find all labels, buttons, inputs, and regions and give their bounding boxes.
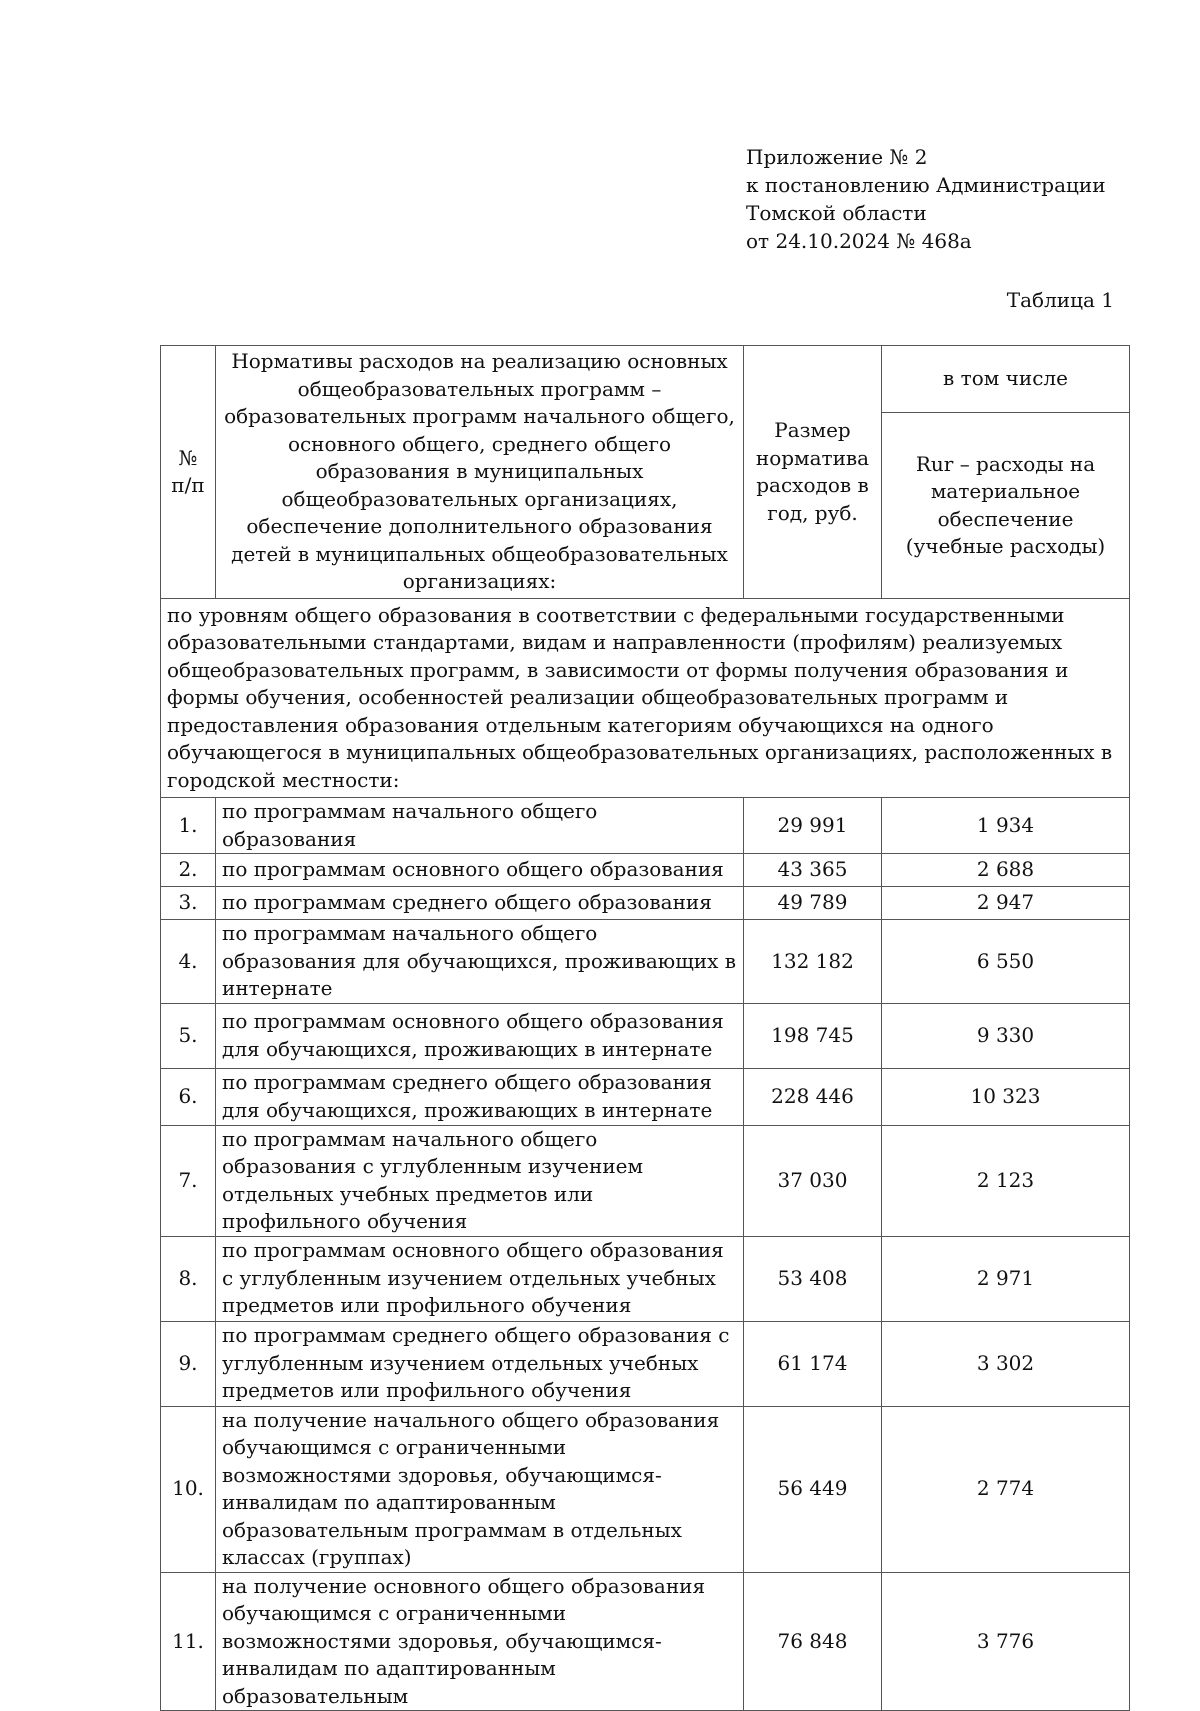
row-num: 7. — [161, 1125, 216, 1236]
row-size: 132 182 — [744, 920, 882, 1004]
row-size: 228 446 — [744, 1068, 882, 1125]
table-row — [161, 1003, 1130, 1068]
header-rur: Rur – расходы на материальное обеспечение (учебные расходы) — [882, 413, 1130, 599]
header-size: Размер норматива расходов в год, руб. — [744, 346, 882, 599]
norms-table — [160, 345, 1130, 1711]
row-desc: по программам основного общего образования с углубленным изучением отдельных учебных предметов или профильного обучения — [216, 1236, 744, 1321]
header-including: в том числе — [882, 346, 1130, 413]
table-row — [161, 920, 1130, 1004]
row-desc: по программам начального общего образования для обучающихся, проживающих в интернате — [216, 920, 744, 1004]
row-desc: по программам начального общего образования — [216, 798, 744, 854]
header-num: № п/п — [161, 346, 216, 599]
header-title: Нормативы расходов на реализацию основных общеобразовательных программ – образовательных программ начального общего, основного общего, среднего общего образования в муниципальных общеобразовательных организациях, обеспечение дополнительного образования детей в муниципальных общеобразовательных организациях: — [216, 346, 744, 599]
table-row — [161, 1068, 1130, 1125]
row-desc: по программам среднего общего образования — [216, 887, 744, 920]
appendix-line-3: Томской области — [746, 201, 927, 225]
row-num: 3. — [161, 887, 216, 920]
row-num: 10. — [161, 1406, 216, 1572]
row-num: 6. — [161, 1068, 216, 1125]
row-size: 43 365 — [744, 854, 882, 887]
row-rur: 3 302 — [882, 1321, 1130, 1406]
header-row-top — [161, 346, 1130, 413]
row-num: 9. — [161, 1321, 216, 1406]
table-caption: Таблица 1 — [1006, 288, 1114, 312]
row-rur: 6 550 — [882, 920, 1130, 1004]
row-size: 76 848 — [744, 1572, 882, 1711]
row-num: 4. — [161, 920, 216, 1004]
row-desc: по программам основного общего образования для обучающихся, проживающих в интернате — [216, 1003, 744, 1068]
row-desc: по программам основного общего образования — [216, 854, 744, 887]
row-desc: по программам среднего общего образования с углубленным изучением отдельных учебных предметов или профильного обучения — [216, 1321, 744, 1406]
row-rur: 3 776 — [882, 1572, 1130, 1711]
table-row — [161, 887, 1130, 920]
row-rur: 2 123 — [882, 1125, 1130, 1236]
row-size: 53 408 — [744, 1236, 882, 1321]
appendix-line-4: от 24.10.2024 № 468а — [746, 229, 972, 253]
row-desc: на получение начального общего образования обучающимся с ограниченными возможностями здоровья, обучающимся-инвалидам по адаптированным образовательным программам в отдельных классах (группах) — [216, 1406, 744, 1572]
row-rur: 2 947 — [882, 887, 1130, 920]
row-size: 29 991 — [744, 798, 882, 854]
row-rur: 1 934 — [882, 798, 1130, 854]
appendix-line-1: Приложение № 2 — [746, 145, 928, 169]
row-size: 37 030 — [744, 1125, 882, 1236]
table-row — [161, 1125, 1130, 1236]
table-row — [161, 1572, 1130, 1711]
row-desc: на получение основного общего образования обучающимся с ограниченными возможностями здоровья, обучающимся-инвалидам по адаптированным образовательным — [216, 1572, 744, 1711]
table-row — [161, 854, 1130, 887]
row-rur: 9 330 — [882, 1003, 1130, 1068]
row-desc: по программам среднего общего образования для обучающихся, проживающих в интернате — [216, 1068, 744, 1125]
row-rur: 2 971 — [882, 1236, 1130, 1321]
row-size: 49 789 — [744, 887, 882, 920]
table-row — [161, 1321, 1130, 1406]
section-row — [161, 599, 1130, 798]
row-size: 56 449 — [744, 1406, 882, 1572]
row-size: 61 174 — [744, 1321, 882, 1406]
table-row — [161, 798, 1130, 854]
row-rur: 2 688 — [882, 854, 1130, 887]
row-rur: 10 323 — [882, 1068, 1130, 1125]
section-text: по уровням общего образования в соответствии с федеральными государственными образовательными стандартами, видам и направленности (профилям) реализуемых общеобразовательных программ, в зависимости от формы получения образования и формы обучения, особенностей реализации общеобразовательных программ и предоставления образования отдельным категориям обучающихся на одного обучающегося в муниципальных общеобразовательных организациях, расположенных в городской местности: — [161, 599, 1130, 798]
row-rur: 2 774 — [882, 1406, 1130, 1572]
row-num: 2. — [161, 854, 216, 887]
appendix-line-2: к постановлению Администрации — [746, 173, 1106, 197]
appendix-block — [746, 143, 1106, 255]
table-row — [161, 1406, 1130, 1572]
row-num: 5. — [161, 1003, 216, 1068]
row-size: 198 745 — [744, 1003, 882, 1068]
table-row — [161, 1236, 1130, 1321]
row-num: 1. — [161, 798, 216, 854]
row-num: 8. — [161, 1236, 216, 1321]
row-desc: по программам начального общего образования с углубленным изучением отдельных учебных предметов или профильного обучения — [216, 1125, 744, 1236]
row-num: 11. — [161, 1572, 216, 1711]
